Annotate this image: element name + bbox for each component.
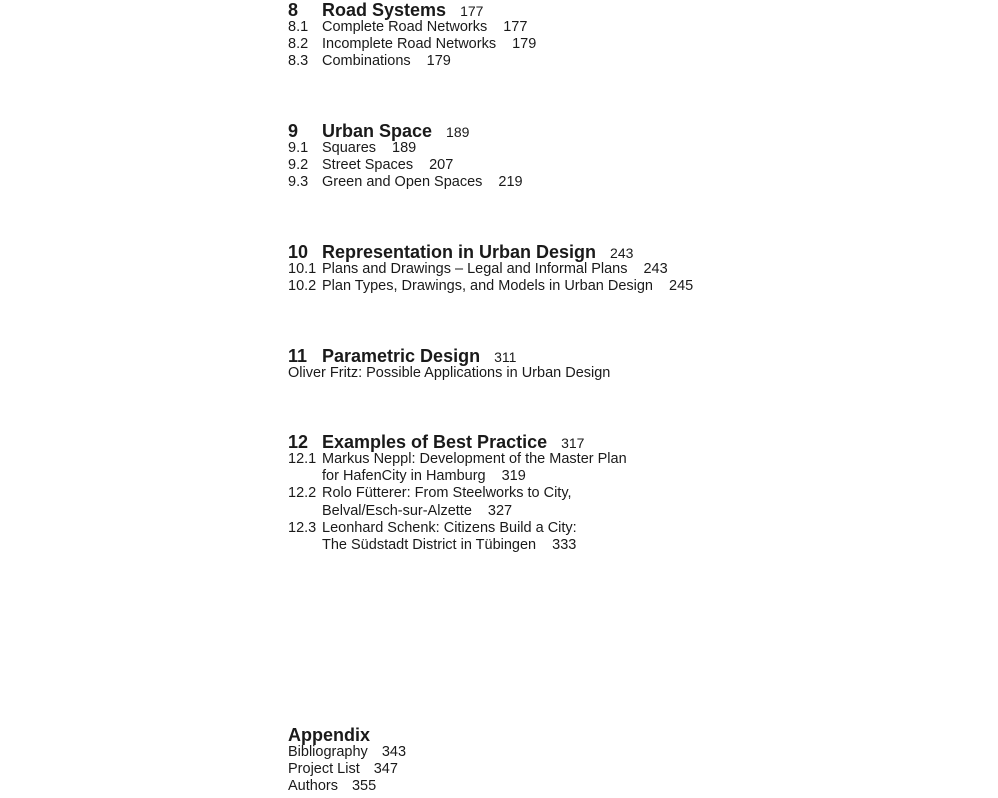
entry-page: 333 xyxy=(552,537,577,554)
entry-page: 243 xyxy=(643,261,668,277)
chapter-title: Urban Space xyxy=(322,121,433,141)
entry-title: Leonhard Schenk: Citizens Build a City: xyxy=(322,519,577,536)
entry-title: Authors xyxy=(288,778,338,795)
toc-entry xyxy=(288,261,808,278)
chapter-title: Examples of Best Practice xyxy=(322,432,548,452)
toc-entry xyxy=(288,174,808,191)
entry-number: 12.1 xyxy=(288,451,317,467)
entry-page: 219 xyxy=(498,174,523,191)
chapter-10 xyxy=(288,243,808,295)
entry-page: 179 xyxy=(512,36,537,53)
chapter-heading xyxy=(288,122,808,140)
entry-title: Markus Neppl: Development of the Master Plan xyxy=(322,451,627,467)
chapter-page: 189 xyxy=(446,124,470,140)
chapter-heading xyxy=(288,347,808,365)
chapter-heading xyxy=(288,433,808,451)
toc-entry xyxy=(288,157,808,174)
entry-title: Green and Open Spaces xyxy=(322,174,483,191)
entry-title: Plan Types, Drawings, and Models in Urban Design xyxy=(322,278,653,295)
entry-title: Street Spaces xyxy=(322,157,414,174)
entry-page: 177 xyxy=(503,19,528,35)
entry-title: Oliver Fritz: Possible Applications in Urban Design xyxy=(288,365,611,381)
toc-entry xyxy=(288,761,808,778)
entry-number: 12.3 xyxy=(288,519,317,536)
entry-title: for HafenCity in Hamburg xyxy=(322,468,486,485)
chapter-page: 311 xyxy=(494,349,517,365)
toc-entry xyxy=(288,140,808,157)
toc-entry-continuation xyxy=(288,503,808,520)
chapter-number: 12 xyxy=(288,432,309,452)
toc-entry xyxy=(288,365,808,382)
entry-number: 10.2 xyxy=(288,278,317,295)
toc-entry xyxy=(288,278,808,295)
toc-entry-continuation xyxy=(288,537,808,554)
entry-title: Incomplete Road Networks xyxy=(322,36,497,53)
entry-title: Plans and Drawings – Legal and Informal Plans xyxy=(322,261,628,277)
chapter-page: 317 xyxy=(561,435,585,451)
toc-entry xyxy=(288,19,808,36)
toc-entry xyxy=(288,744,808,761)
entry-title: Rolo Fütterer: From Steelworks to City, xyxy=(322,485,572,502)
chapter-title: Road Systems xyxy=(322,0,447,20)
chapter-12 xyxy=(288,433,808,554)
chapter-heading xyxy=(288,1,808,19)
entry-number: 10.1 xyxy=(288,261,317,277)
chapter-title: Parametric Design xyxy=(322,346,481,366)
entry-title: Combinations xyxy=(322,53,411,70)
toc-entry xyxy=(288,778,808,795)
entry-page: 343 xyxy=(381,744,407,760)
entry-page: 179 xyxy=(426,53,451,70)
entry-title: Project List xyxy=(288,761,360,778)
entry-number: 9.3 xyxy=(288,174,309,191)
chapter-8 xyxy=(288,1,808,71)
chapter-11 xyxy=(288,347,808,382)
toc-entry xyxy=(288,53,808,70)
entry-number: 9.2 xyxy=(288,157,309,174)
toc-entry xyxy=(288,520,808,537)
entry-number: 9.1 xyxy=(288,140,309,156)
toc-entry xyxy=(288,36,808,53)
toc-entry-continuation xyxy=(288,468,808,485)
entry-number: 8.3 xyxy=(288,53,309,70)
entry-title: Belval/Esch-sur-Alzette xyxy=(322,502,472,519)
chapter-page: 177 xyxy=(460,3,484,19)
chapter-heading xyxy=(288,243,808,261)
entry-page: 327 xyxy=(487,502,513,519)
entry-number: 8.2 xyxy=(288,36,309,53)
chapter-number: 8 xyxy=(288,0,299,20)
entry-page: 245 xyxy=(669,278,694,295)
entry-page: 355 xyxy=(351,778,377,795)
entry-title: Squares xyxy=(322,140,377,156)
chapter-number: 9 xyxy=(288,121,299,141)
chapter-page: 243 xyxy=(610,245,634,261)
entry-page: 347 xyxy=(373,761,398,778)
entry-page: 207 xyxy=(429,157,454,174)
entry-page: 189 xyxy=(392,140,417,156)
toc-entry xyxy=(288,451,808,468)
entry-number: 8.1 xyxy=(288,19,309,35)
appendix-title: Appendix xyxy=(288,725,371,745)
chapter-9 xyxy=(288,122,808,192)
chapter-title: Representation in Urban Design xyxy=(322,242,597,262)
chapter-number: 10 xyxy=(288,242,309,262)
entry-title: Complete Road Networks xyxy=(322,19,488,35)
entry-number: 12.2 xyxy=(288,485,317,502)
entry-page: 319 xyxy=(501,468,526,485)
entry-title: The Südstadt District in Tübingen xyxy=(322,537,537,554)
chapter-number: 11 xyxy=(288,346,308,366)
toc-entry xyxy=(288,485,808,502)
appendix xyxy=(288,726,808,796)
entry-title: Bibliography xyxy=(288,744,368,760)
